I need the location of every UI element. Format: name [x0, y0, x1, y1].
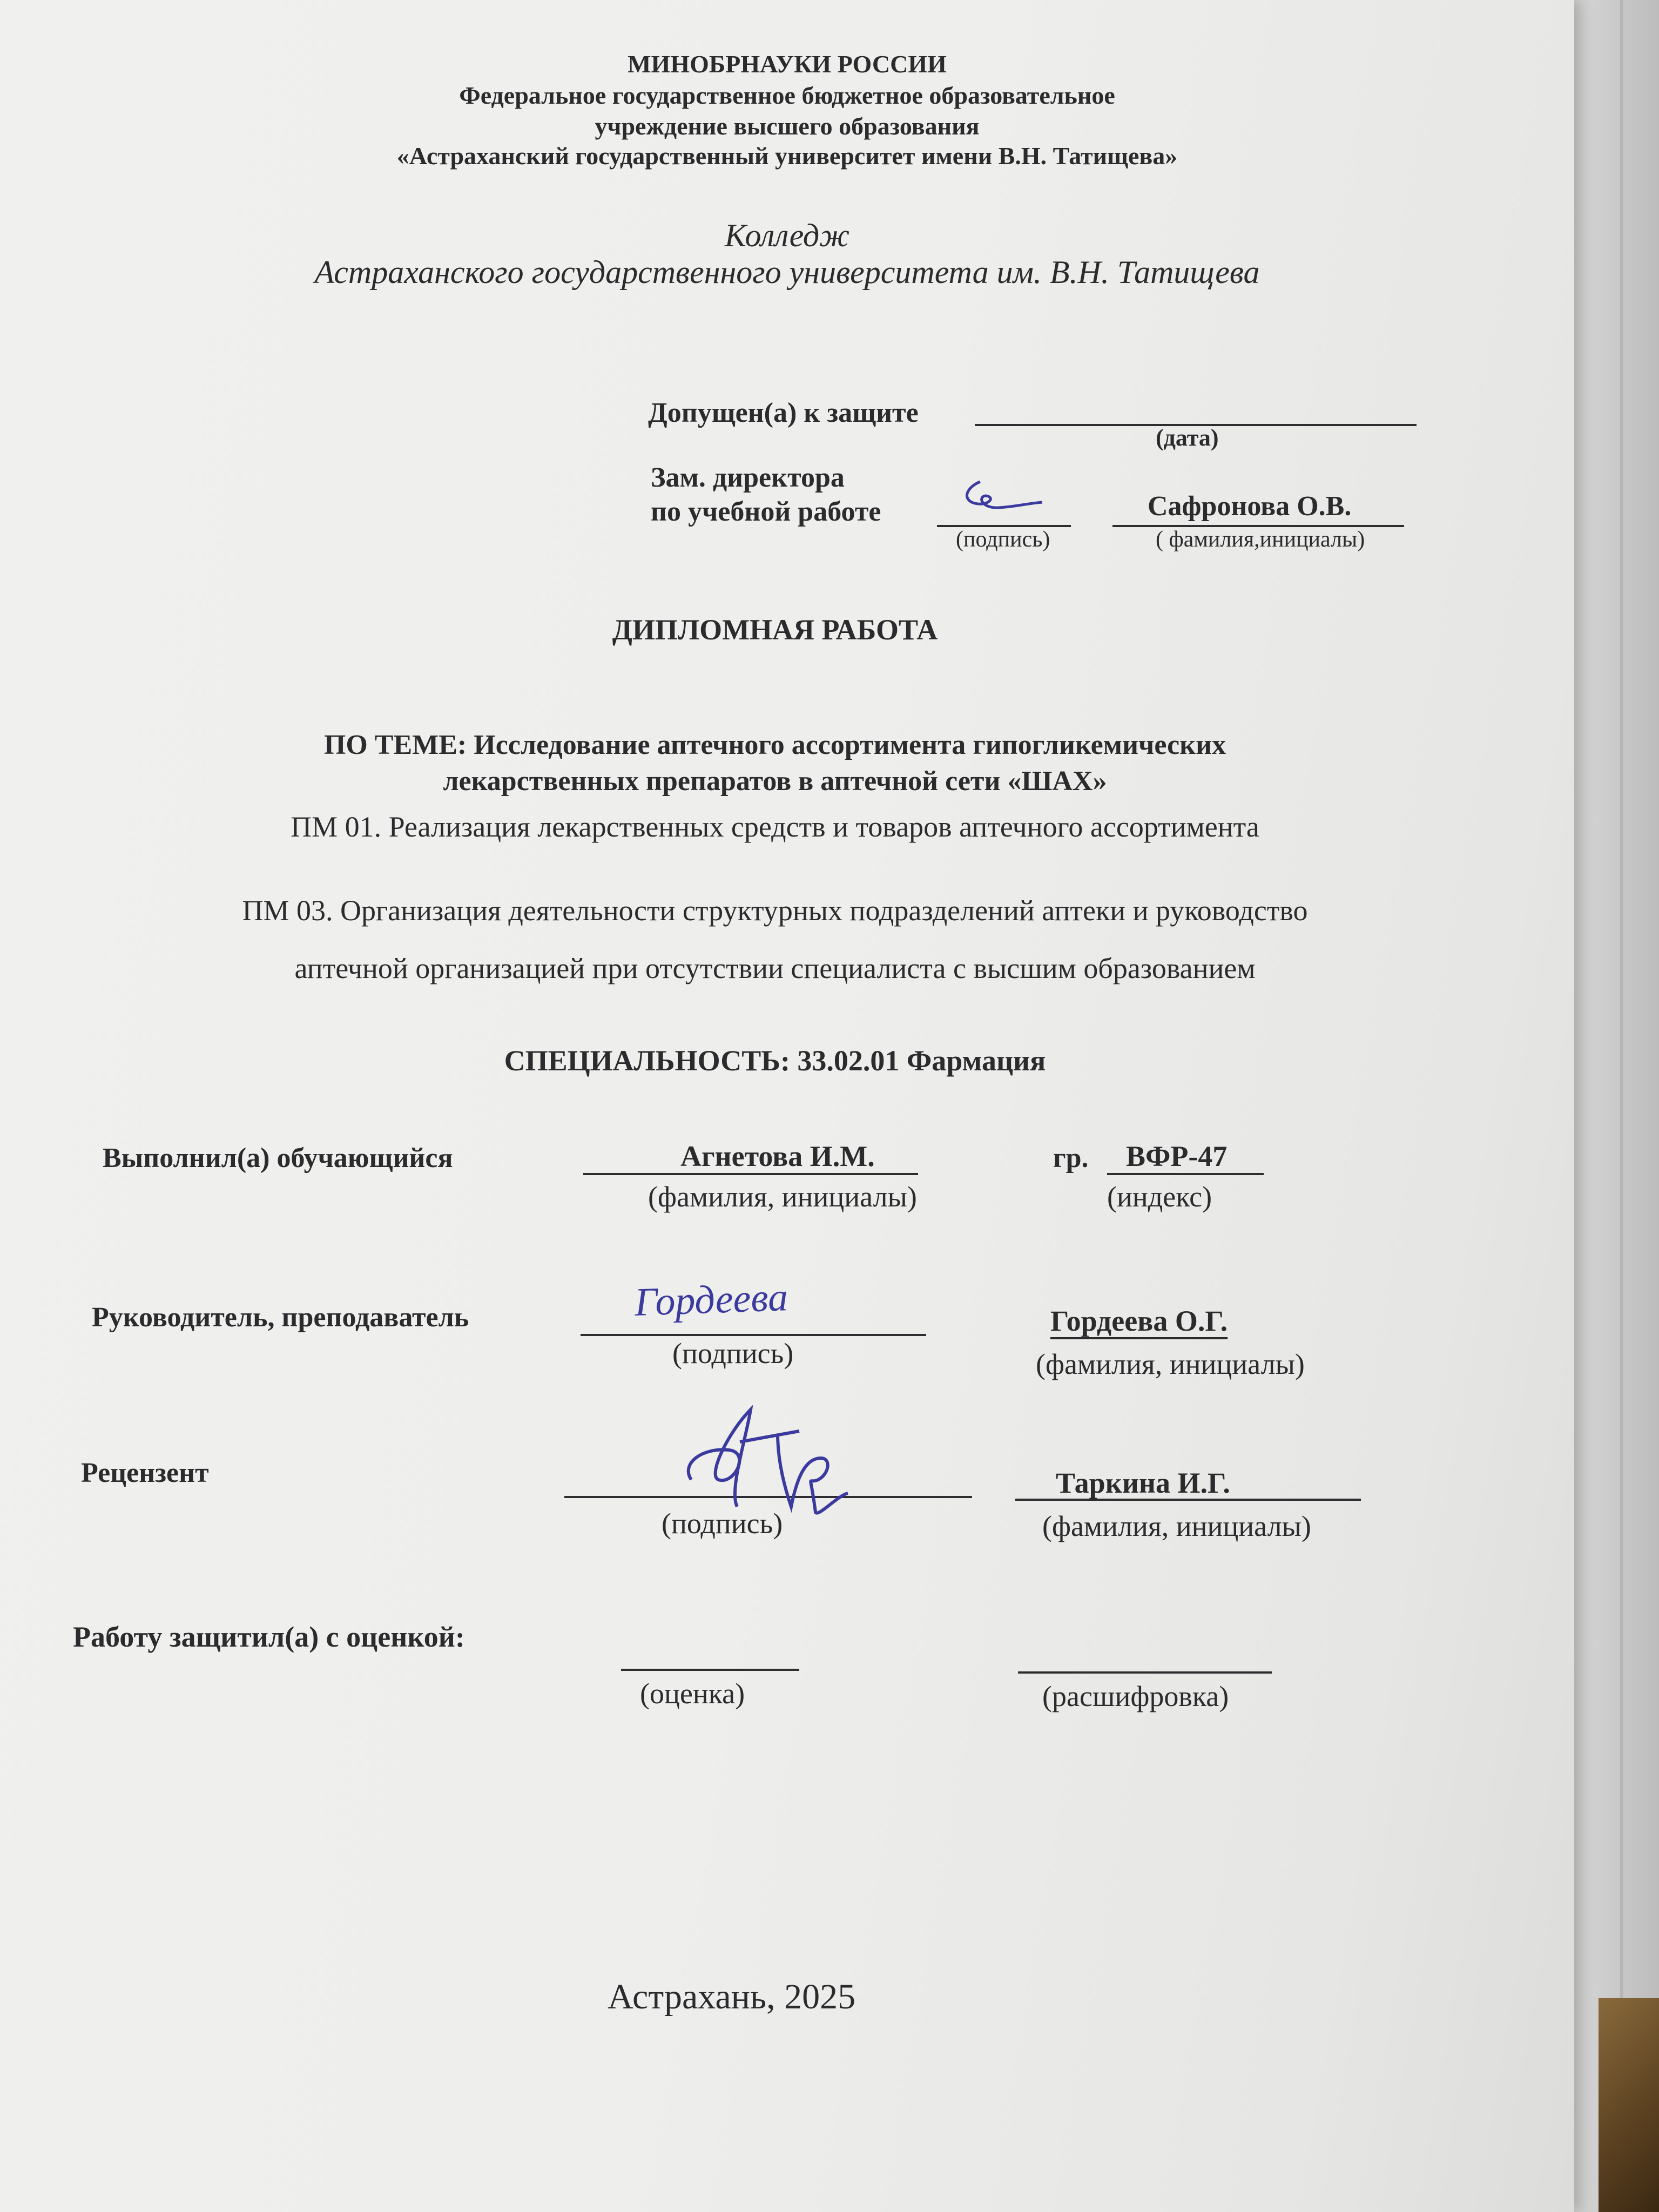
date-caption: (дата): [1156, 424, 1219, 451]
topic-line: лекарственных препаратов в аптечной сети «ШАХ»: [443, 766, 1107, 797]
college-name: Колледж: [724, 218, 850, 253]
deputy-title: Зам. директора: [651, 462, 845, 493]
university-name: «Астраханский государственный университет имени В.Н. Татищева»: [396, 142, 1178, 170]
student-label: Выполнил(а) обучающийся: [103, 1143, 453, 1174]
defense-label: Работу защитил(а) с оценкой:: [73, 1621, 465, 1653]
supervisor-signature-line: [581, 1334, 926, 1336]
student-name-line: [583, 1173, 918, 1175]
institution-line: учреждение высшего образования: [595, 112, 980, 140]
reviewer-name-caption: (фамилия, инициалы): [1042, 1510, 1311, 1542]
student-name-caption: (фамилия, инициалы): [648, 1181, 917, 1213]
reviewer-signature-caption: (подпись): [662, 1507, 783, 1540]
supervisor-signature: Гордеева: [633, 1275, 789, 1325]
topic-line: ПО ТЕМЕ: Исследование аптечного ассортимента гипогликемических: [323, 730, 1226, 760]
student-name: Агнетова И.М.: [680, 1140, 875, 1172]
reviewer-name: Таркина И.Г.: [1056, 1467, 1230, 1499]
specialty: СПЕЦИАЛЬНОСТЬ: 33.02.01 Фармация: [504, 1044, 1046, 1077]
module-pm01: ПМ 01. Реализация лекарственных средств и товаров аптечного ассортимента: [291, 811, 1259, 843]
document-title: ДИПЛОМНАЯ РАБОТА: [612, 613, 938, 646]
group-index: ВФР-47: [1126, 1140, 1228, 1172]
module-pm03: аптечной организацией при отсутствии специалиста с высшим образованием: [294, 952, 1256, 984]
deputy-title: по учебной работе: [651, 496, 881, 527]
supervisor-name-caption: (фамилия, инициалы): [1036, 1348, 1305, 1380]
group-caption: (индекс): [1107, 1181, 1212, 1213]
module-pm03: ПМ 03. Организация деятельности структурных подразделений аптеки и руководство: [242, 894, 1308, 927]
decoding-caption: (расшифровка): [1042, 1680, 1229, 1712]
admitted-label: Допущен(а) к защите: [648, 397, 919, 428]
reviewer-label: Рецензент: [81, 1458, 209, 1488]
college-name: Астраханского государственного университета им. В.Н. Татищева: [314, 254, 1260, 290]
supervisor-label: Руководитель, преподаватель: [92, 1302, 469, 1333]
city-year: Астрахань, 2025: [608, 1977, 856, 2017]
group-line: [1107, 1173, 1264, 1175]
decoding-line: [1018, 1671, 1272, 1674]
grade-caption: (оценка): [640, 1677, 745, 1710]
supervisor-name: Гордеева О.Г.: [1050, 1305, 1228, 1337]
group-label: гр.: [1053, 1143, 1089, 1174]
grade-line: [621, 1669, 799, 1671]
deputy-signature: [956, 475, 1048, 524]
wooden-surface: [1599, 1998, 1659, 2212]
supervisor-signature-caption: (подпись): [672, 1337, 794, 1370]
institution-line: Федеральное государственное бюджетное образовательное: [459, 82, 1115, 109]
ministry-name: МИНОБРНАУКИ РОССИИ: [628, 50, 947, 78]
deputy-name: Сафронова О.В.: [1148, 491, 1352, 522]
name-caption: ( фамилия,инициалы): [1156, 527, 1365, 552]
signature-caption: (подпись): [956, 527, 1050, 552]
